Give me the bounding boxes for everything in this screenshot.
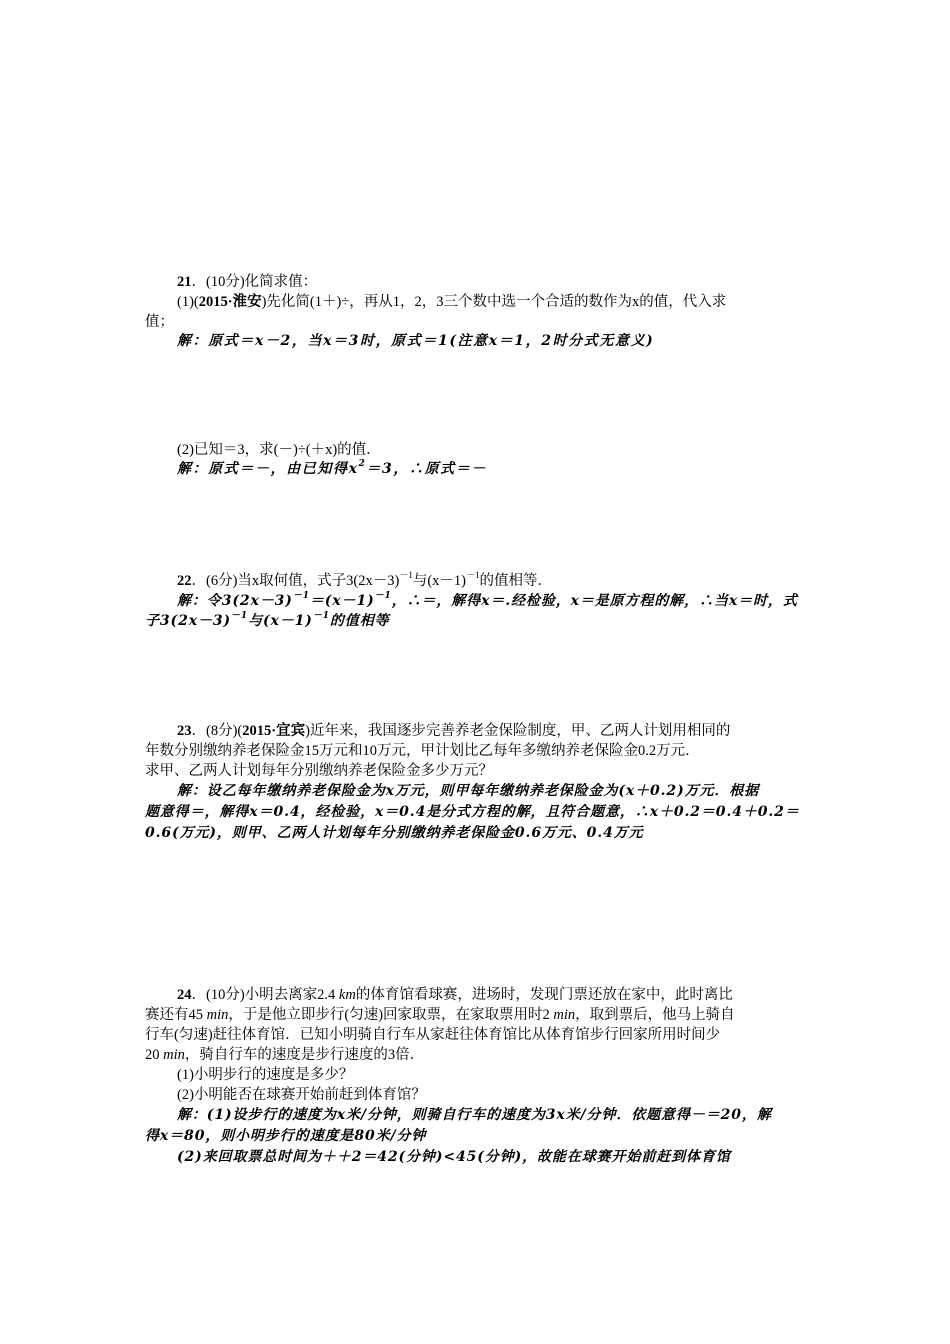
answer-23-line1: 解：设乙每年缴纳养老保险金为x万元，则甲每年缴纳养老保险金为(x＋0.2)万元．根据 <box>177 783 760 799</box>
answer-21-part1: 解：原式＝x－2，当x＝3时，原式＝1(注意x＝1，2时分式无意义) <box>177 333 655 349</box>
question-24-sub1: (1)小明步行的速度是多少？ <box>177 1067 354 1083</box>
question-21-part2: (2)已知＝3，求(－)÷(＋x)的值． <box>177 442 381 458</box>
question-24-line4: 20 min，骑自行车的速度是步行速度的3倍． <box>145 1047 425 1063</box>
question-23-line3: 求甲、乙两人计划每年分别缴纳养老保险金多少万元？ <box>145 763 493 779</box>
answer-24-line3: (2)来回取票总时间为＋＋2＝42(分钟)<45(分钟)，故能在球赛开始前赶到体育馆 <box>177 1149 731 1165</box>
question-21-part1: (1)(2015·淮安)先化简(1＋)÷，再从1，2，3三个数中选一个合适的数作为x的值，代入求 <box>177 294 727 310</box>
question-number: 22 <box>177 573 192 589</box>
question-24-sub2: (2)小明能否在球赛开始前赶到体育馆？ <box>177 1087 426 1103</box>
question-24-line1: 24．(10分)小明去离家2.4 km的体育馆看球赛，进场时，发现门票还放在家中，此时离比 <box>177 987 733 1003</box>
answer-22-line2: 子$3(2x-3)^{-1}$与$(x-1)^{-1}$的值相等 <box>145 611 390 629</box>
question-23-line1: 23．(8分)(2015·宜宾)近年来，我国逐步完善养老金保险制度，甲、乙两人计划用相同的 <box>177 723 731 739</box>
answer-23-line2: 题意得＝，解得x＝0.4，经检验，x＝0.4是分式方程的解，且符合题意，∴x＋0.2＝0.4＋0.2＝ <box>145 804 800 820</box>
answer-23-line3: 0.6(万元)，则甲、乙两人计划每年分别缴纳养老保险金0.6万元、0.4万元 <box>145 825 644 841</box>
question-21-heading: 21．(10分)化简求值： <box>177 274 318 290</box>
question-21-part1-cont: 值； <box>145 314 174 330</box>
question-24-line3: 行车(匀速)赶往体育馆．已知小明骑自行车从家赶往体育馆比从体育馆步行回家所用时间少 <box>145 1027 721 1043</box>
question-number: 24 <box>177 987 192 1003</box>
source-tag: 2015·淮安 <box>198 294 262 310</box>
question-number: 21 <box>177 274 192 290</box>
answer-24-line1: 解：(1)设步行的速度为x米/分钟，则骑自行车的速度为3x米/分钟．依题意得－＝20，解 <box>177 1107 772 1123</box>
question-22-text: 22．(6分)当x取何值，式子$3(2x-3)^{-1}$与$(x-1)^{-1}$的值相等． <box>177 570 553 589</box>
answer-22-line1: 解：令$3(2x-3)^{-1}=(x-1)^{-1}$，∴＝，解得x＝.经检验，x＝是原方程的解，∴当x＝时，式 <box>177 591 798 609</box>
question-24-line2: 赛还有45 min，于是他立即步行(匀速)回家取票，在家取票用时2 min，取到票后，他马上骑自 <box>145 1007 735 1023</box>
source-tag: 2015·宜宾 <box>242 723 306 739</box>
answer-24-line2: 得x＝80，则小明步行的速度是80米/分钟 <box>145 1128 427 1144</box>
question-23-line2: 年数分别缴纳养老保险金15万元和10万元，甲计划比乙每年多缴纳养老保险金0.2万元． <box>145 743 700 759</box>
answer-21-part2: 解：原式＝－，由已知得$x^2=3$，∴原式＝－ <box>177 459 487 477</box>
question-number: 23 <box>177 723 192 739</box>
